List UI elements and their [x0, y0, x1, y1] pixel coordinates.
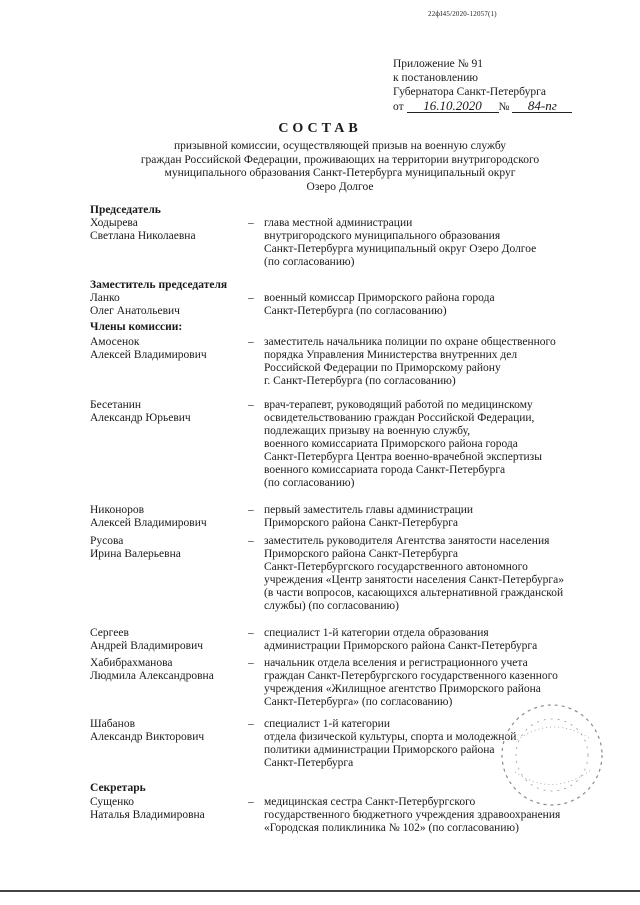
member-given-names: Светлана Николаевна — [90, 230, 196, 242]
position-line: начальник отдела вселения и регистрационного учета — [264, 657, 528, 669]
position-line: «Городская поликлиника № 102» (по согласованию) — [264, 822, 519, 834]
position-line: Российской Федерации по Приморскому району — [264, 362, 501, 374]
dash-separator: – — [248, 718, 254, 730]
member-name — [90, 627, 250, 653]
position-line: учреждения «Центр занятости населения Санкт-Петербурга» — [264, 574, 564, 586]
member-given-names: Людмила Александровна — [90, 670, 214, 682]
section-deputy-heading: Заместитель председателя — [90, 279, 228, 291]
subtitle-line: муниципального образования Санкт-Петербурга муниципальный округ — [164, 167, 516, 179]
position-line: первый заместитель главы администрации — [264, 504, 474, 516]
member-position — [264, 535, 624, 613]
subtitle-line: призывной комиссии, осуществляющей призыв на военную службу — [174, 140, 506, 152]
member-surname: Шабанов — [90, 718, 135, 730]
section-secretary-heading: Секретарь — [90, 782, 146, 794]
member-surname: Сущенко — [90, 796, 135, 808]
member-given-names: Олег Анатольевич — [90, 305, 180, 317]
member-surname: Русова — [90, 535, 124, 547]
position-line: военного комиссариата Приморского района города — [264, 438, 518, 450]
position-line: политики администрации Приморского района — [264, 744, 495, 756]
decree-number: 84-пг — [512, 99, 572, 113]
dash-separator: – — [248, 504, 254, 516]
member-position — [264, 292, 624, 318]
position-line: военного комиссариата города Санкт-Петербурга — [264, 464, 506, 476]
document-title: СОСТАВ — [278, 121, 362, 136]
decree-date: 16.10.2020 — [407, 99, 499, 113]
member-surname: Ходырева — [90, 217, 138, 229]
position-line: Санкт-Петербургского государственного автономного — [264, 561, 528, 573]
position-line: глава местной администрации — [264, 217, 413, 229]
number-prefix: № — [498, 101, 510, 113]
member-given-names: Алексей Владимирович — [90, 517, 207, 529]
annex-date-line — [393, 99, 572, 114]
member-name — [90, 336, 250, 362]
member-given-names: Александр Викторович — [90, 731, 205, 743]
position-line: Приморского района Санкт-Петербурга — [264, 517, 459, 529]
position-line: Приморского района Санкт-Петербурга — [264, 548, 459, 560]
member-position — [264, 627, 624, 653]
position-line: освидетельствованию граждан Российской Федерации, — [264, 412, 535, 424]
member-name — [90, 657, 250, 683]
position-line: специалист 1-й категории отдела образования — [264, 627, 489, 639]
member-name — [90, 535, 250, 561]
member-name — [90, 399, 250, 425]
member-name — [90, 504, 250, 530]
member-surname: Сергеев — [90, 627, 129, 639]
position-line: военный комиссар Приморского района города — [264, 292, 495, 304]
position-line: врач-терапевт, руководящий работой по медицинскому — [264, 399, 533, 411]
position-line: (в части вопросов, касающихся альтернативной гражданской — [264, 587, 564, 599]
position-line: Санкт-Петербурга (по согласованию) — [264, 305, 447, 317]
dash-separator: – — [248, 292, 254, 304]
position-line: граждан Санкт-Петербургского государственного казенного — [264, 670, 558, 682]
annex-line-2: к постановлению — [393, 72, 478, 84]
position-line: порядка Управления Министерства внутренних дел — [264, 349, 518, 361]
member-position — [264, 217, 624, 269]
document-subtitle — [80, 140, 600, 194]
position-line: медицинская сестра Санкт-Петербургского — [264, 796, 476, 808]
position-line: заместитель начальника полиции по охране общественного — [264, 336, 556, 348]
dash-separator: – — [248, 535, 254, 547]
section-chair-heading: Председатель — [90, 204, 161, 216]
date-prefix: от — [393, 101, 404, 113]
dash-separator: – — [248, 217, 254, 229]
member-name — [90, 718, 250, 744]
position-line: г. Санкт-Петербурга (по согласованию) — [264, 375, 456, 387]
member-given-names: Ирина Валерьевна — [90, 548, 181, 560]
dash-separator: – — [248, 657, 254, 669]
member-name — [90, 292, 250, 318]
member-surname: Бесетанин — [90, 399, 142, 411]
member-given-names: Андрей Владимирович — [90, 640, 204, 652]
position-line: администрации Приморского района Санкт-Петербурга — [264, 640, 538, 652]
official-stamp-icon — [497, 700, 607, 810]
dash-separator: – — [248, 627, 254, 639]
member-position — [264, 399, 624, 490]
position-line: государственного бюджетного учреждения здравоохранения — [264, 809, 561, 821]
position-line: Санкт-Петербурга» (по согласованию) — [264, 696, 453, 708]
position-line: (по согласованию) — [264, 256, 355, 268]
position-line: службы) (по согласованию) — [264, 600, 399, 612]
position-line: внутригородского муниципального образования — [264, 230, 501, 242]
member-surname: Ланко — [90, 292, 120, 304]
position-line: (по согласованию) — [264, 477, 355, 489]
subtitle-line: граждан Российской Федерации, проживающих на территории внутригородского — [140, 153, 540, 166]
member-surname: Амосенок — [90, 336, 140, 348]
member-name — [90, 796, 250, 822]
section-members-heading: Члены комиссии: — [90, 321, 183, 333]
annex-line-3: Губернатора Санкт-Петербурга — [393, 86, 546, 98]
document-id: 22фI45/2020-12057(1) — [428, 10, 497, 18]
member-given-names: Алексей Владимирович — [90, 349, 207, 361]
annex-block — [393, 57, 572, 114]
position-line: заместитель руководителя Агентства занятости населения — [264, 535, 550, 547]
position-line: Санкт-Петербурга Центра военно-врачебной экспертизы — [264, 451, 542, 463]
subtitle-line: Озеро Долгое — [306, 180, 374, 193]
position-line: отдела физической культуры, спорта и молодежной — [264, 731, 517, 743]
bottom-edge-rule — [0, 890, 640, 892]
member-name — [90, 217, 250, 243]
position-line: Санкт-Петербурга — [264, 757, 354, 769]
position-line: подлежащих призыву на военную службу, — [264, 425, 471, 437]
member-position — [264, 336, 624, 388]
member-surname: Никоноров — [90, 504, 145, 516]
dash-separator: – — [248, 796, 254, 808]
dash-separator: – — [248, 336, 254, 348]
dash-separator: – — [248, 399, 254, 411]
member-given-names: Александр Юрьевич — [90, 412, 191, 424]
position-line: учреждения «Жилищное агентство Приморского района — [264, 683, 541, 695]
member-position — [264, 504, 624, 530]
annex-line-1: Приложение № 91 — [393, 58, 483, 70]
position-line: специалист 1-й категории — [264, 718, 390, 730]
member-given-names: Наталья Владимировна — [90, 809, 205, 821]
position-line: Санкт-Петербурга муниципальный округ Озеро Долгое — [264, 243, 537, 255]
member-surname: Хабибрахманова — [90, 657, 173, 669]
